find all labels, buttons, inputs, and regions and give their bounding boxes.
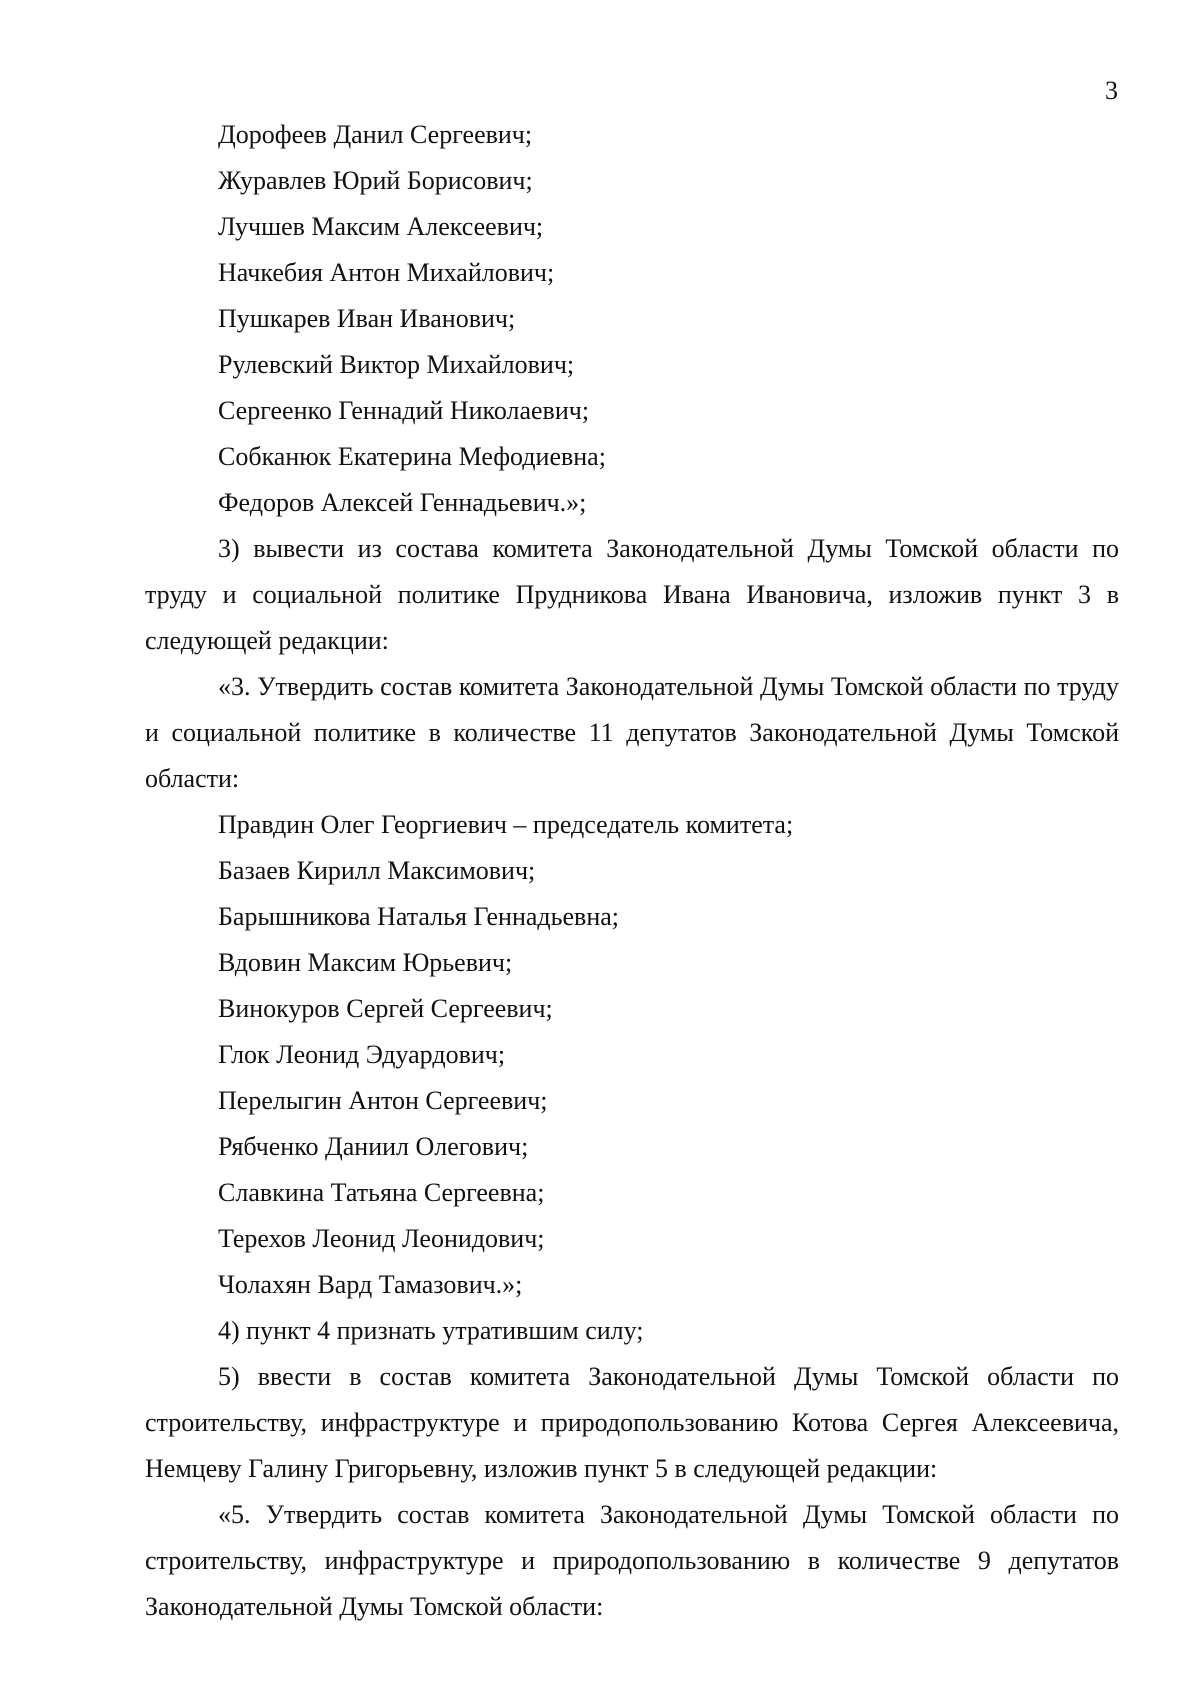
paragraph-item-5: 5) ввести в состав комитета Законодательной Думы Томской области по строительству, инфраструктуре и природопользованию Котова Сергея Алексеевича, Немцеву Галину Григорьевну, изложив пункт 5 в следующей редакции: <box>145 1362 1119 1483</box>
paragraph-quote-5: «5. Утвердить состав комитета Законодательной Думы Томской области по строительству, инфраструктуре и природопользованию в количестве 9 депутатов Законодательной Думы Томской области: <box>145 1500 1119 1621</box>
list-item: Дорофеев Данил Сергеевич; <box>218 120 533 149</box>
paragraph-item-4: 4) пункт 4 признать утратившим силу; <box>218 1316 644 1345</box>
list-item: Винокуров Сергей Сергеевич; <box>218 994 553 1023</box>
list-item: Начкебия Антон Михайлович; <box>218 258 555 287</box>
member-list-labor-committee <box>145 802 1119 1308</box>
list-item: Пушкарев Иван Иванович; <box>218 304 516 333</box>
list-item: Барышникова Наталья Геннадьевна; <box>218 902 619 931</box>
member-list-continued <box>145 112 1119 526</box>
list-item: Чолахян Вард Тамазович.»; <box>218 1270 523 1299</box>
list-item: Собканюк Екатерина Мефодиевна; <box>218 442 606 471</box>
list-item: Правдин Олег Георгиевич – председатель комитета; <box>218 810 794 839</box>
list-item: Рулевский Виктор Михайлович; <box>218 350 575 379</box>
list-item: Вдовин Максим Юрьевич; <box>218 948 513 977</box>
list-item: Сергеенко Геннадий Николаевич; <box>218 396 590 425</box>
list-item: Рябченко Даниил Олегович; <box>218 1132 529 1161</box>
list-item: Славкина Татьяна Сергеевна; <box>218 1178 545 1207</box>
list-item: Базаев Кирилл Максимович; <box>218 856 536 885</box>
paragraph-quote-3: «3. Утвердить состав комитета Законодательной Думы Томской области по труду и социальной политике в количестве 11 депутатов Законодательной Думы Томской области: <box>145 672 1119 793</box>
list-item: Журавлев Юрий Борисович; <box>218 166 533 195</box>
list-item: Перелыгин Антон Сергеевич; <box>218 1086 548 1115</box>
document-body <box>145 112 1119 1630</box>
list-item: Глок Леонид Эдуардович; <box>218 1040 506 1069</box>
list-item: Федоров Алексей Геннадьевич.»; <box>218 488 587 517</box>
paragraph-item-3: 3) вывести из состава комитета Законодательной Думы Томской области по труду и социальной политике Прудникова Ивана Ивановича, изложив пункт 3 в следующей редакции: <box>145 534 1119 655</box>
list-item: Терехов Леонид Леонидович; <box>218 1224 545 1253</box>
page-number: 3 <box>1105 76 1118 105</box>
list-item: Лучшев Максим Алексеевич; <box>218 212 544 241</box>
